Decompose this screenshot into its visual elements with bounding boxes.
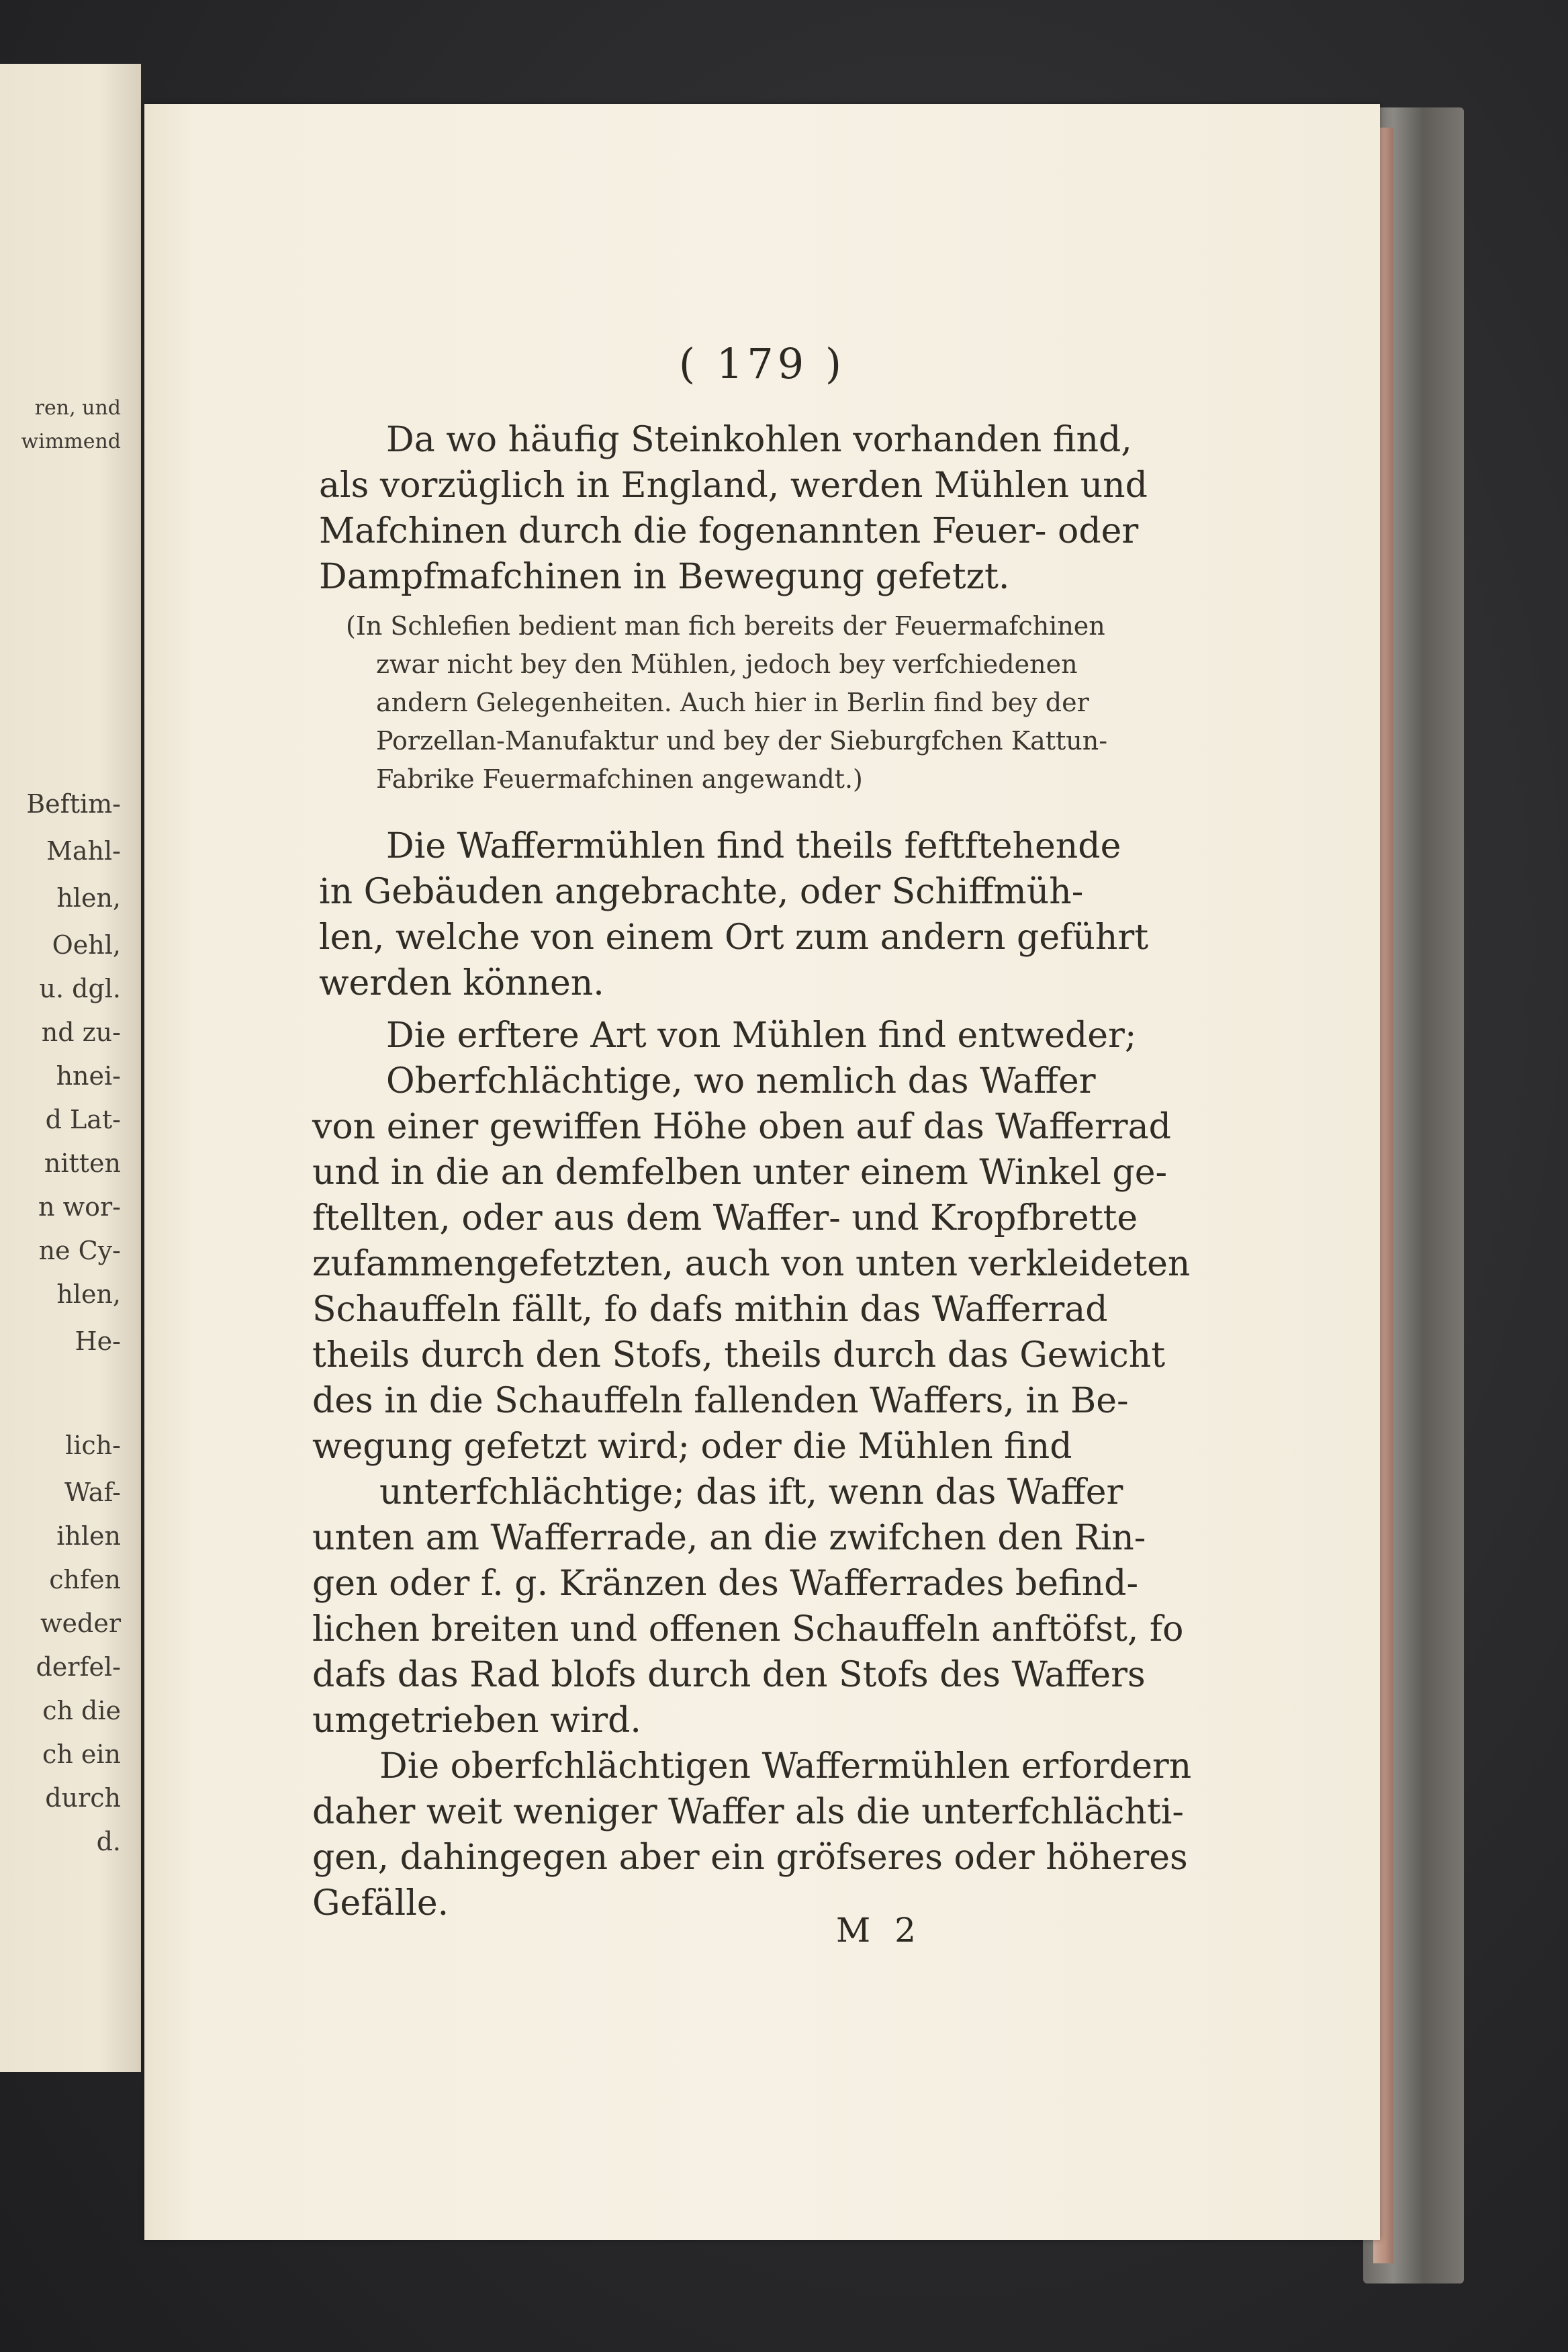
left-fragment: n wor- [38,1192,121,1222]
left-fragment: Mahl- [46,836,121,866]
text-line: gen oder f. g. Kränzen des Wafferrades befind- [312,1564,1139,1604]
left-fragment: hlen, [56,883,121,913]
text-line: daher weit weniger Waffer als die unterfchlächti- [312,1792,1184,1832]
text-line: theils durch den Stofs, theils durch das Gewicht [312,1335,1166,1375]
text-line: Oberfchlächtige, wo nemlich das Waffer [386,1061,1096,1101]
left-fragment: hnei- [56,1061,121,1091]
signature-mark: M 2 [836,1911,923,1950]
text-line: des in die Schauffeln fallenden Waffers, in Be- [312,1381,1129,1421]
book-page [144,104,1380,2240]
text-line: zufammengefetzten, auch von unten verkleideten [312,1244,1191,1284]
left-fragment: wimmend [21,430,121,453]
left-fragment: lich- [65,1431,121,1460]
text-line: dafs das Rad blofs durch den Stofs des Waffers [312,1655,1146,1695]
left-fragment: ihlen [56,1521,121,1551]
text-line: Dampfmafchinen in Bewegung gefetzt. [319,557,1010,597]
text-line: Mafchinen durch die fogenannten Feuer- oder [319,511,1139,551]
text-line: in Gebäuden angebrachte, oder Schiffmüh- [319,872,1084,912]
left-fragment: hlen, [56,1279,121,1309]
note-line: (In Schlefien bedient man fich bereits der Feuermafchinen [346,611,1105,641]
page-number-header: ( 179 ) [678,339,846,388]
left-fragment: He- [75,1326,121,1356]
text-line: unten am Wafferrade, an die zwifchen den Rin- [312,1518,1146,1558]
text-line: wegung gefetzt wird; oder die Mühlen find [312,1427,1072,1467]
left-fragment: ch die [42,1696,121,1725]
text-line: werden können. [319,963,604,1003]
text-line: Die Waffermühlen find theils feftftehende [386,826,1121,866]
text-line: ftellten, oder aus dem Waffer- und Kropfbrette [312,1198,1138,1238]
text-line: lichen breiten und offenen Schauffeln anftöfst, fo [312,1609,1184,1649]
left-fragment: u. dgl. [39,974,121,1003]
text-line: von einer gewiffen Höhe oben auf das Wafferrad [312,1107,1171,1147]
left-fragment: Oehl, [52,930,121,960]
left-fragment: nitten [44,1148,121,1178]
text-line: und in die an demfelben unter einem Winkel ge- [312,1152,1168,1193]
left-fragment: ne Cy- [38,1236,121,1265]
text-line: umgetrieben wird. [312,1701,641,1741]
note-line: Fabrike Feuermafchinen angewandt.) [376,764,863,794]
left-page [0,64,141,2072]
text-line: Die erftere Art von Mühlen find entweder; [386,1015,1137,1056]
note-line: Porzellan-Manufaktur und bey der Sieburgfchen Kattun- [376,726,1108,756]
left-fragment: ren, und [34,396,121,420]
text-line: len, welche von einem Ort zum andern geführt [319,917,1149,958]
left-fragment: derfel- [36,1652,121,1682]
text-line: Schauffeln fällt, fo dafs mithin das Wafferrad [312,1290,1108,1330]
left-fragment: weder [40,1609,121,1638]
left-fragment: chfen [49,1565,121,1594]
left-fragment: durch [45,1783,121,1813]
left-fragment: ch ein [42,1739,121,1769]
left-fragment: Beftim- [26,789,121,819]
left-fragment: d. [96,1827,121,1856]
text-line: Da wo häufig Steinkohlen vorhanden find, [386,420,1132,460]
text-line: unterfchlächtige; das ift, wenn das Waffer [379,1472,1123,1512]
left-fragment: d Lat- [45,1105,121,1134]
left-fragment: nd zu- [41,1017,121,1047]
text-line: gen, dahingegen aber ein gröfseres oder höheres [312,1838,1188,1878]
text-line: als vorzüglich in England, werden Mühlen und [319,465,1148,506]
text-line: Die oberfchlächtigen Waffermühlen erfordern [379,1746,1192,1786]
text-line: Gefälle. [312,1883,449,1924]
note-line: zwar nicht bey den Mühlen, jedoch bey verfchiedenen [376,649,1078,679]
left-fragment: Waf- [64,1478,121,1507]
note-line: andern Gelegenheiten. Auch hier in Berlin find bey der [376,688,1089,717]
